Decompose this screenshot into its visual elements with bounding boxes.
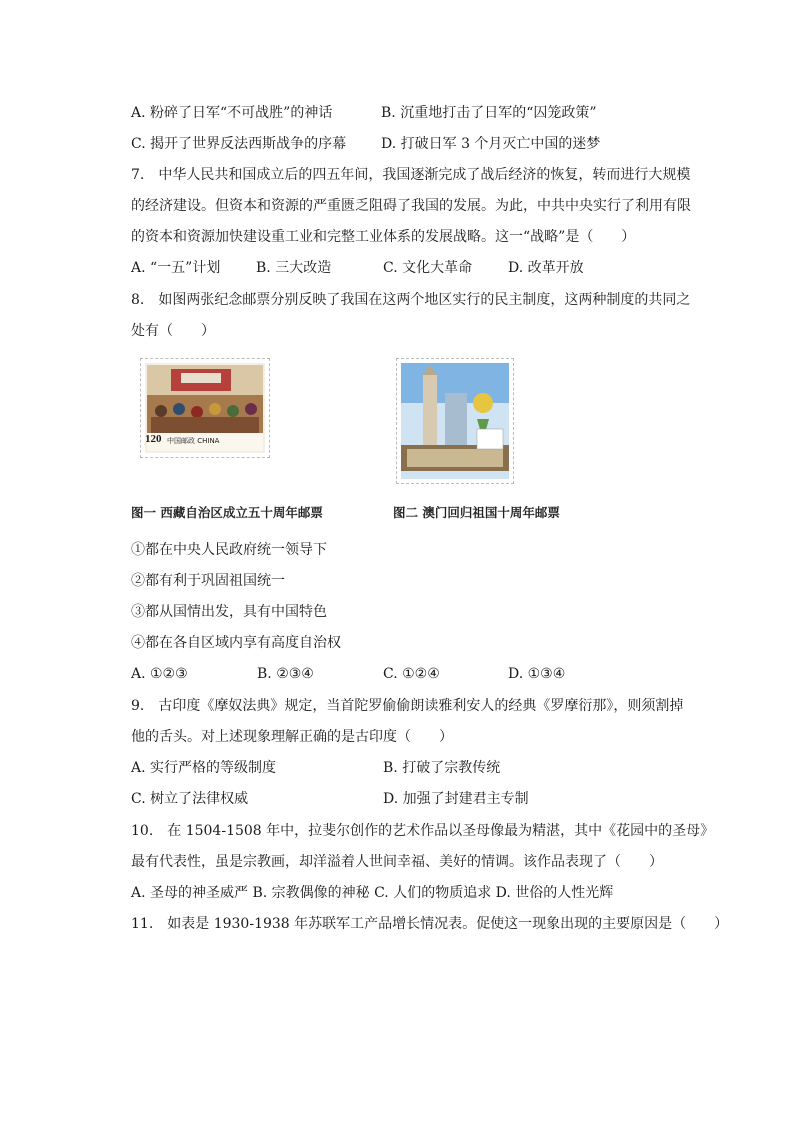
q8-stem-line-1: 8. 如图两张纪念邮票分别反映了我国在这两个地区实行的民主制度，这两种制度的共同之 [131,292,691,308]
q9-stem-line-1: 9. 古印度《摩奴法典》规定，当首陀罗偷偷朗读雅利安人的经典《罗摩衍那》，则须割掉 [131,698,684,714]
q6-option-c: C. 揭开了世界反法西斯战争的序幕 [131,136,347,152]
macau-stamp-image [396,358,514,484]
q7-stem-line-3: 的资本和资源加快建设重工业和完整工业体系的发展战略。这一“战略”是（ ） [131,229,636,245]
q8-option-d: D. ①③④ [508,666,566,682]
q7-option-a: A. “一五”计划 [131,260,221,276]
q9-option-d: D. 加强了封建君主专制 [383,791,529,807]
q8-stem-line-2: 处有（ ） [131,323,215,339]
tibet-stamp-denomination: 120 [145,433,162,445]
q8-statement-3: ③都从国情出发，具有中国特色 [131,604,327,620]
q7-option-c: C. 文化大革命 [383,260,473,276]
q8-statement-4: ④都在各自区域内享有高度自治权 [131,635,341,651]
caption-figure-1: 图一 西藏自治区成立五十周年邮票 [131,505,323,520]
q8-statement-1: ①都在中央人民政府统一领导下 [131,542,327,558]
q9-stem-line-2: 他的舌头。对上述现象理解正确的是古印度（ ） [131,729,453,745]
tibet-stamp-country: 中国邮政 CHINA [167,437,220,445]
q7-option-b: B. 三大改造 [256,260,332,276]
q10-stem-line-1: 10. 在 1504-1508 年中，拉斐尔创作的艺术作品以圣母像最为精湛，其中《花园中的圣母》 [131,823,715,839]
q8-option-a: A. ①②③ [131,666,188,682]
macau-stamp-illustration [397,359,513,483]
q6-option-b: B. 沉重地打击了日军的“囚笼政策” [381,105,597,121]
tibet-stamp-image [140,358,270,458]
caption-figure-2: 图二 澳门回归祖国十周年邮票 [393,505,560,520]
q6-option-d: D. 打破日军 3 个月灭亡中国的迷梦 [381,136,601,152]
q11-stem-line-1: 11. 如表是 1930-1938 年苏联军工产品增长情况表。促使这一现象出现的主要原因是（ ） [131,916,729,932]
q7-stem-line-2: 的经济建设。但资本和资源的严重匮乏阻碍了我国的发展。为此，中共中央实行了利用有限 [131,198,691,214]
q9-option-a: A. 实行严格的等级制度 [131,760,277,776]
q9-option-c: C. 树立了法律权威 [131,791,249,807]
q8-statement-2: ②都有利于巩固祖国统一 [131,573,285,589]
q10-stem-line-2: 最有代表性，虽是宗教画，却洋溢着人世间幸福、美好的情调。该作品表现了（ ） [131,854,663,870]
q8-option-c: C. ①②④ [383,666,440,682]
q10-options: A. 圣母的神圣威严 B. 宗教偶像的神秘 C. 人们的物质追求 D. 世俗的人性光辉 [131,885,614,901]
q7-option-d: D. 改革开放 [508,260,584,276]
q8-option-b: B. ②③④ [257,666,314,682]
q7-stem-line-1: 7. 中华人民共和国成立后的四五年间，我国逐渐完成了战后经济的恢复，转而进行大规模 [131,167,691,183]
q9-option-b: B. 打破了宗教传统 [383,760,501,776]
q6-option-a: A. 粉碎了日军“不可战胜”的神话 [131,105,333,121]
